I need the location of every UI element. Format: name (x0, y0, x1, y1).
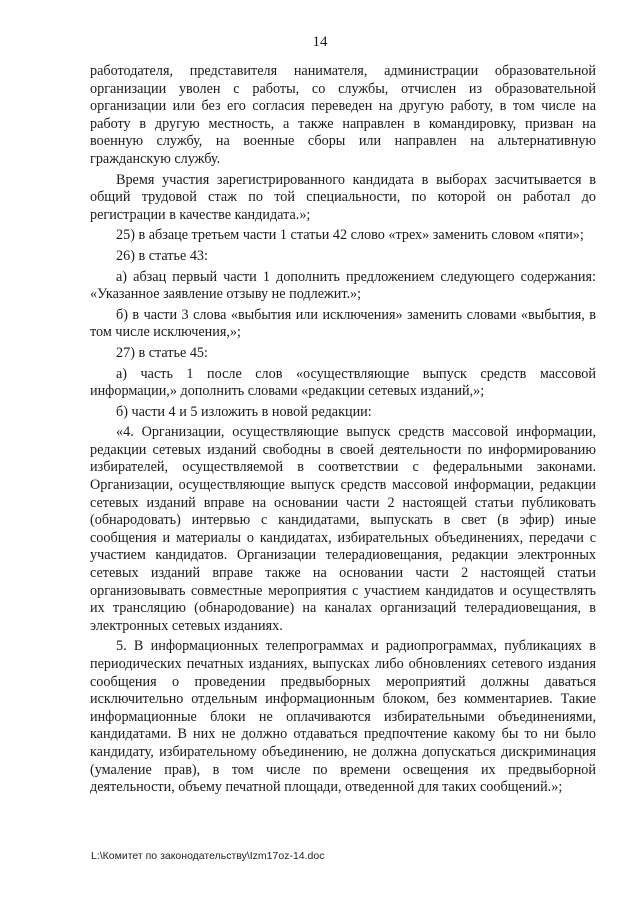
paragraph-item-26: 26) в статье 43: (116, 247, 208, 264)
paragraph-election-time: Время участия зарегистрированного кандидата в выборах засчитывается в общий трудовой стаж по той специальности, по которой он работал до регистрации в качестве кандидата.»; (90, 171, 596, 223)
paragraph-item-26a: а) абзац первый части 1 дополнить предложением следующего содержания: «Указанное заявление отзыву не подлежит.»; (90, 268, 596, 303)
paragraph-part-5: 5. В информационных телепрограммах и радиопрограммах, публикациях в периодических печатных изданиях, выпусках либо обновлениях сетевого издания сообщения о проведении предвыборных мероприятий должны даваться исключительно отдельным информационным блоком, без комментариев. Такие информационные блоки не оплачиваются избирательными объединениями, кандидатами. В них не должно отдаваться предпочтение какому бы то ни было кандидату, избирательному объединению, не должна допускаться дискриминация (умаление прав), в том числе по времени освещения их предвыборной деятельности, объему печатной площади, отведенной для таких сообщений.»; (90, 638, 596, 796)
paragraph-part-4: «4. Организации, осуществляющие выпуск средств массовой информации, редакции сетевых изданий свободны в своей деятельности по информированию избирателей, осуществляемой в соответствии с федеральными законами. Организации, осуществляющие выпуск средств массовой информации, редакции сетевых изданий вправе на основании части 2 настоящей статьи публиковать (обнародовать) интервью с кандидатами, выпускать в свет (в эфир) иные сообщения и материалы о кандидатах, избирательных объединениях, передачи с участием кандидатов. Организации телерадиовещания, редакции электронных сетевых изданий вправе также на основании части 2 настоящей статьи организовывать совместные мероприятия с участием кандидатов и осуществлять их трансляцию (обнародование) на каналах организаций телерадиовещания, в электронных сетевых изданиях. (90, 424, 596, 634)
paragraph-item-27a: а) часть 1 после слов «осуществляющие выпуск средств массовой информации,» дополнить словами «редакции сетевых изданий,»; (90, 365, 596, 400)
paragraph-item-26b: б) в части 3 слова «выбытия или исключения» заменить словами «выбытия, в том числе исключения,»; (90, 306, 596, 341)
paragraph-item-27: 27) в статье 45: (116, 344, 208, 361)
document-body (90, 63, 596, 797)
file-path-footer: L:\Комитет по законодательству\Izm17oz-14.doc (91, 850, 325, 862)
paragraph-item-27b: б) части 4 и 5 изложить в новой редакции: (116, 403, 372, 420)
paragraph-continuation: работодателя, представителя нанимателя, администрации образовательной организации уволен с работы, со службы, отчислен из образовательной организации или без его согласия переведен на другую работу, в том числе на работу в другую местность, а также направлен в командировку, призван на военную службу, на военные сборы или направлен на альтернативную гражданскую службу. (90, 63, 596, 167)
paragraph-item-25: 25) в абзаце третьем части 1 статьи 42 слово «трех» заменить словом «пяти»; (116, 227, 584, 244)
page-number: 14 (312, 34, 328, 50)
